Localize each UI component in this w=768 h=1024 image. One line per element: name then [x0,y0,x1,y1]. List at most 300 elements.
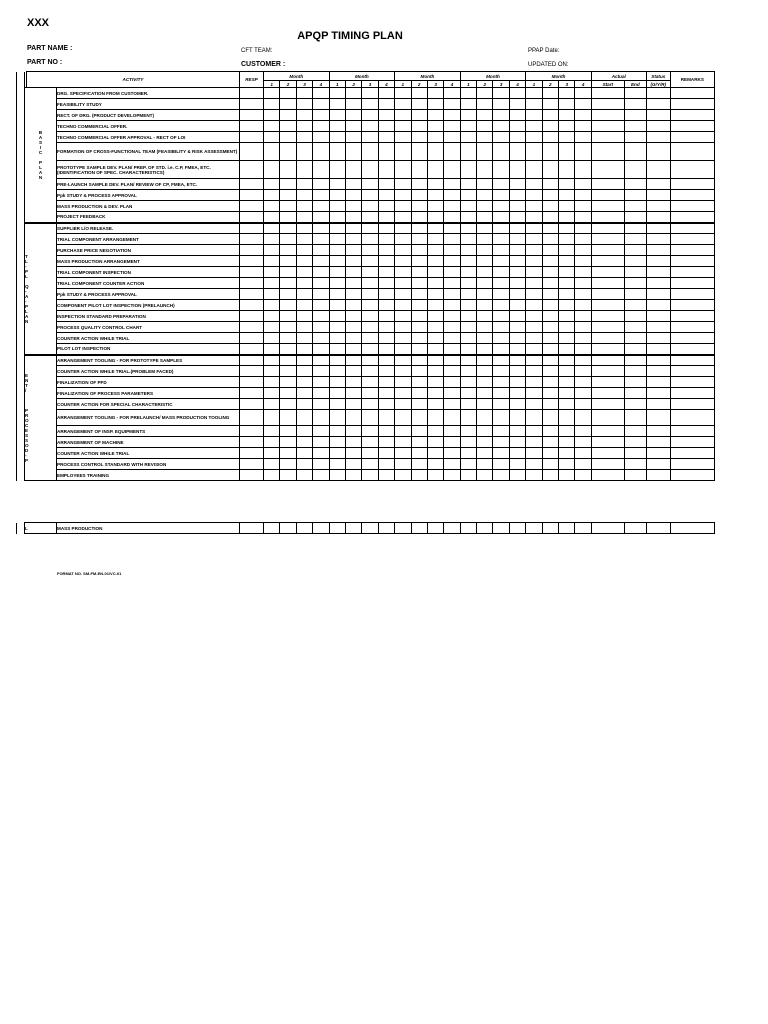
actual-start-cell [591,245,624,256]
week-cell [526,110,542,121]
week-cell [559,366,575,377]
week-cell [395,426,411,437]
week-header: 1 [329,81,345,88]
actual-start-cell [591,470,624,481]
week-cell [493,437,509,448]
week-cell [477,311,493,322]
week-cell [329,333,345,344]
week-cell [509,190,525,201]
week-cell [280,300,296,311]
week-cell [509,448,525,459]
week-cell [444,245,460,256]
activity-cell: MASS PRODUCTION & DEV. PLAN [57,201,240,212]
activity-cell: TECHNO COMMERCIAL OFFER. [57,121,240,132]
week-cell [526,470,542,481]
week-cell [477,256,493,267]
week-cell [264,88,280,99]
week-cell [444,121,460,132]
week-cell [559,470,575,481]
week-cell [509,459,525,470]
week-cell [411,161,427,179]
week-cell [264,256,280,267]
week-cell [542,256,558,267]
week-cell [395,234,411,245]
week-cell [345,201,361,212]
week-cell [329,132,345,143]
actual-end-cell [624,132,646,143]
actual-start-cell [591,256,624,267]
week-cell [526,179,542,190]
week-cell [362,377,378,388]
week-cell [313,523,329,534]
week-cell [427,179,443,190]
week-cell [280,201,296,212]
week-cell [264,410,280,426]
week-cell [460,245,476,256]
week-cell [493,201,509,212]
week-cell [444,179,460,190]
activity-cell: ARRANGEMENT TOOLING - FOR PROTOTYPE SAMPLES [57,355,240,366]
week-cell [575,377,591,388]
week-cell [526,289,542,300]
week-cell [493,448,509,459]
status-cell [646,223,670,234]
week-cell [329,245,345,256]
week-cell [493,311,509,322]
status-cell [646,344,670,355]
week-cell [477,267,493,278]
week-cell [378,88,394,99]
week-cell [542,110,558,121]
week-cell [264,355,280,366]
week-cell [345,333,361,344]
actual-end-cell [624,256,646,267]
table-row [17,267,715,278]
week-cell [362,344,378,355]
week-cell [559,201,575,212]
week-cell [542,448,558,459]
table-row [17,388,715,399]
week-cell [411,190,427,201]
week-cell [329,344,345,355]
week-cell [329,143,345,161]
week-cell [378,179,394,190]
week-header: 4 [313,81,329,88]
week-cell [280,410,296,426]
week-cell [362,311,378,322]
week-cell [575,448,591,459]
week-cell [378,388,394,399]
week-cell [280,322,296,333]
week-cell [509,212,525,223]
resp-cell [240,143,264,161]
week-cell [264,267,280,278]
status-cell [646,448,670,459]
activity-cell: TRIAL COMPONENT ARRANGEMENT [57,234,240,245]
week-cell [575,399,591,410]
week-cell [444,355,460,366]
week-cell [280,161,296,179]
week-header: 3 [559,81,575,88]
week-cell [329,223,345,234]
week-cell [575,437,591,448]
status-cell [646,366,670,377]
activity-cell: FINALIZATION OF PFD [57,377,240,388]
week-cell [526,437,542,448]
week-cell [362,212,378,223]
week-cell [460,88,476,99]
week-cell [280,256,296,267]
week-cell [411,245,427,256]
activity-cell: PILOT LOT INSPECTION [57,344,240,355]
week-cell [477,322,493,333]
week-cell [477,223,493,234]
resp-header: RESP [240,72,264,88]
week-cell [559,437,575,448]
resp-cell [240,88,264,99]
week-cell [559,179,575,190]
table-row [17,143,715,161]
week-cell [477,201,493,212]
week-cell [526,245,542,256]
week-cell [542,377,558,388]
week-cell [280,437,296,448]
week-cell [460,212,476,223]
activity-cell: COMPONENT PILOT LOT INSPECTION (PRELAUNCH) [57,300,240,311]
week-cell [559,344,575,355]
week-cell [444,470,460,481]
week-cell [378,377,394,388]
table-row [17,99,715,110]
page-title: APQP TIMING PLAN [297,30,403,42]
remarks-cell [670,201,714,212]
week-cell [427,388,443,399]
week-cell [444,267,460,278]
remarks-cell [670,143,714,161]
week-cell [575,267,591,278]
remarks-cell [670,121,714,132]
week-cell [264,201,280,212]
week-cell [427,437,443,448]
remarks-cell [670,459,714,470]
week-cell [395,333,411,344]
week-cell [493,289,509,300]
week-cell [395,278,411,289]
week-cell [460,256,476,267]
resp-cell [240,201,264,212]
week-cell [362,179,378,190]
actual-start-cell [591,99,624,110]
table-row [17,366,715,377]
week-cell [395,121,411,132]
actual-start-cell [591,344,624,355]
week-cell [395,256,411,267]
status-cell [646,289,670,300]
week-cell [378,278,394,289]
week-cell [362,410,378,426]
month-header: Month [395,72,461,81]
week-cell [296,426,312,437]
week-cell [362,245,378,256]
week-cell [411,289,427,300]
week-cell [526,256,542,267]
week-cell [542,366,558,377]
week-cell [559,523,575,534]
week-cell [313,344,329,355]
week-cell [427,377,443,388]
week-cell [427,245,443,256]
week-cell [378,245,394,256]
week-cell [542,399,558,410]
week-cell [542,333,558,344]
week-cell [444,256,460,267]
week-cell [509,426,525,437]
activity-cell: FINALIZATION OF PROCESS PARAMETERS [57,388,240,399]
week-cell [280,234,296,245]
week-cell [296,278,312,289]
left-margin-cell [17,88,25,223]
week-cell [575,143,591,161]
table-row [17,523,715,534]
week-cell [477,190,493,201]
week-cell [362,267,378,278]
week-cell [378,267,394,278]
week-cell [444,88,460,99]
actual-end-cell [624,333,646,344]
resp-cell [240,410,264,426]
week-cell [313,322,329,333]
remarks-cell [670,212,714,223]
week-cell [362,223,378,234]
week-cell [378,344,394,355]
week-cell [460,267,476,278]
week-cell [493,410,509,426]
table-row [17,470,715,481]
actual-start-cell [591,366,624,377]
week-cell [378,459,394,470]
week-cell [345,190,361,201]
week-cell [575,470,591,481]
remarks-cell [670,110,714,121]
week-cell [493,267,509,278]
status-cell [646,161,670,179]
week-cell [444,426,460,437]
actual-end-cell [624,223,646,234]
actual-start-cell [591,300,624,311]
section-side-label: B A S I C P L A N [25,88,57,223]
week-cell [345,143,361,161]
week-cell [296,212,312,223]
week-cell [313,289,329,300]
week-cell [509,366,525,377]
table-row [17,448,715,459]
week-cell [378,190,394,201]
week-cell [345,223,361,234]
week-cell [477,459,493,470]
activity-cell: EMPLOYEES TRAINING [57,470,240,481]
actual-end-cell [624,366,646,377]
remarks-cell [670,245,714,256]
table-row [17,132,715,143]
week-cell [296,88,312,99]
week-cell [509,256,525,267]
spacer-cell [17,481,715,523]
week-cell [411,366,427,377]
week-cell [411,322,427,333]
status-cell [646,311,670,322]
month-header: Month [329,72,395,81]
resp-cell [240,377,264,388]
week-cell [313,437,329,448]
activity-cell: COUNTER ACTION WHILE TRIAL.(PROBLEM FACED) [57,366,240,377]
activity-cell: INSPECTION STANDARD PREPARATION [57,311,240,322]
week-cell [526,223,542,234]
week-cell [395,143,411,161]
week-cell [559,289,575,300]
week-cell [575,366,591,377]
week-cell [526,426,542,437]
week-cell [427,322,443,333]
actual-end-cell [624,322,646,333]
week-cell [378,234,394,245]
week-cell [559,322,575,333]
week-cell [477,333,493,344]
table-row [17,322,715,333]
week-cell [313,256,329,267]
week-cell [313,201,329,212]
week-cell [378,256,394,267]
week-cell [296,190,312,201]
week-cell [296,470,312,481]
remarks-cell [670,410,714,426]
week-cell [264,366,280,377]
week-cell [345,311,361,322]
week-cell [411,201,427,212]
week-cell [280,88,296,99]
week-cell [313,311,329,322]
week-cell [395,459,411,470]
week-cell [542,99,558,110]
week-cell [264,110,280,121]
week-cell [477,110,493,121]
week-cell [444,234,460,245]
remarks-cell [670,399,714,410]
week-cell [378,289,394,300]
week-cell [427,366,443,377]
week-cell [526,278,542,289]
week-cell [345,179,361,190]
week-cell [542,355,558,366]
week-cell [395,470,411,481]
week-cell [411,377,427,388]
week-cell [329,99,345,110]
week-cell [345,132,361,143]
resp-cell [240,245,264,256]
week-cell [575,132,591,143]
format-number: FORMAT NO. SM-FM-EN-01/VC-01 [57,571,122,576]
resp-cell [240,179,264,190]
week-header: 2 [411,81,427,88]
week-cell [509,99,525,110]
week-cell [427,234,443,245]
activity-cell: PURCHASE PRICE NEGOTIATION [57,245,240,256]
week-cell [444,448,460,459]
week-cell [509,234,525,245]
week-cell [280,377,296,388]
week-cell [264,143,280,161]
week-cell [542,143,558,161]
week-cell [395,300,411,311]
week-cell [526,132,542,143]
week-cell [493,459,509,470]
week-cell [313,223,329,234]
week-header: 4 [575,81,591,88]
week-cell [280,470,296,481]
activity-cell: TRIAL COMPONENT COUNTER ACTION [57,278,240,289]
week-cell [411,223,427,234]
week-cell [378,143,394,161]
week-cell [313,448,329,459]
week-cell [313,190,329,201]
week-cell [575,388,591,399]
week-cell [411,333,427,344]
actual-start-cell [591,212,624,223]
week-cell [542,388,558,399]
week-cell [509,399,525,410]
week-cell [559,212,575,223]
week-cell [313,161,329,179]
week-cell [313,399,329,410]
actual-end-cell [624,245,646,256]
week-cell [264,278,280,289]
week-cell [444,377,460,388]
week-cell [493,523,509,534]
week-cell [395,245,411,256]
activity-cell: ARRANGEMENT OF INSP. EQUIPMENTS [57,426,240,437]
week-cell [575,459,591,470]
week-cell [427,300,443,311]
week-cell [329,212,345,223]
week-cell [264,234,280,245]
status-cell [646,437,670,448]
week-cell [509,143,525,161]
table-row [17,410,715,426]
week-cell [427,201,443,212]
week-cell [542,289,558,300]
week-cell [575,212,591,223]
week-cell [411,300,427,311]
week-cell [509,388,525,399]
remarks-cell [670,190,714,201]
resp-cell [240,267,264,278]
week-cell [264,459,280,470]
week-cell [280,267,296,278]
week-cell [542,201,558,212]
week-cell [444,212,460,223]
week-cell [313,278,329,289]
week-cell [296,410,312,426]
week-cell [460,161,476,179]
week-cell [362,256,378,267]
week-cell [329,278,345,289]
week-cell [296,289,312,300]
resp-cell [240,470,264,481]
activity-cell: COUNTER ACTION WHILE TRIAL [57,448,240,459]
week-cell [362,426,378,437]
week-cell [362,289,378,300]
status-cell [646,459,670,470]
week-cell [559,161,575,179]
